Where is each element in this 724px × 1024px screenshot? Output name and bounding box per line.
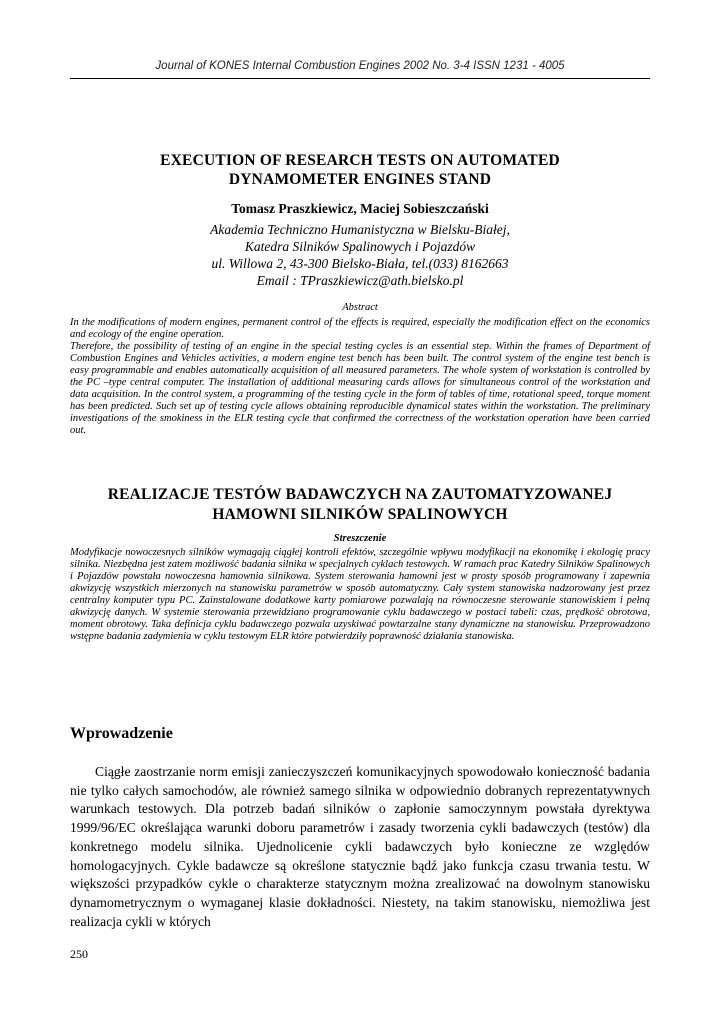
body-paragraph-1: Ciągłe zaostrzanie norm emisji zanieczyszczeń komunikacyjnych spowodowało konieczność badania nie tylko całych samochodów, ale również samego silnika w odpowiednio dobranych reprezentatywnych warunkach testowych. Dla potrzeb badań silników o zapłonie samoczynnym powstała dyrektywa 1999/96/EC określająca warunki doboru parametrów i zasady tworzenia cykli badawczych (testów) dla konkretnego modelu silnika. Ujednolicenie cykli badawczych było konieczne ze względów homologacyjnych. Cykle badawcze są określone statycznie bądź jako funkcja czasu trwania testu. W większości przypadków cykle o charakterze statycznym można zrealizować na dowolnym stanowisku dynamometrycznym o wymaganej klasie dokładności. Niestety, na takim stanowisku, niemożliwa jest realizacja cykli w których: [70, 764, 650, 929]
header-rule: [70, 78, 650, 79]
affiliation: [70, 221, 650, 289]
abstract-paragraph-2: Therefore, the possibility of testing of an engine in the special testing cycles is an essential step. Within the frames of Department of Combustion Engines and Vehicles activities, a modern engine test bench has been built. The control system of the engine test bench is easy programmable and enables automatically acquisition of all measured parameters. The whole system of workstation is controlled by the PC –type central computer. The installation of additional measuring cards allows for simultaneous control of the workstation and data acquisition. In the control system, a programming of the testing cycle in the form of tables of time, rotational speed, torque moment has been predicted. Such set up of testing cycle allows obtaining reproducible dynamical states within the workstation. The preliminary investigations of the smokiness in the ELR testing cycle that confirmed the correctness of the workstation operation have been carried out.: [70, 341, 650, 436]
title-pl-line-1: REALIZACJE TESTÓW BADAWCZYCH NA ZAUTOMATYZOWANEJ: [107, 486, 613, 503]
summary-body: [70, 547, 650, 643]
affiliation-line-1: Akademia Techniczno Humanistyczna w Bielsku-Białej,: [210, 222, 510, 237]
title-en-line-1: EXECUTION OF RESEARCH TESTS ON AUTOMATED: [160, 152, 560, 169]
affiliation-line-2: Katedra Silników Spalinowych i Pojazdów: [244, 239, 476, 254]
summary-paragraph: Modyfikacje nowoczesnych silników wymagają ciągłej kontroli efektów, szczególnie wpływu modyfikacji na ekonomikę i ekologię pracy silnika. Niezbędna jest zatem możliwość badania silnika w specjalnych cyklach testowych. W ramach prac Katedry Silników Spalinowych i Pojazdów powstała nowoczesna hamownia silnikowa. System sterowania hamowni jest w prosty sposób programowany i zapewnia akwizycję wszystkich mierzonych na stanowisku parametrów w sposób automatyczny. Cały system stanowiska nadzorowany jest przez centralny komputer typu PC. Zainstalowane dodatkowe karty pomiarowe pozwalają na równoczesne sterowanie stanowiskiem i pełną akwizycję danych. W systemie sterowania przewidziano programowanie cyklu badawczego w postaci tabeli: czas, prędkość obrotowa, moment obrotowy. Taka definicja cyklu badawczego pozwala uzyskiwać powtarzalne stany dynamiczne na stanowisku. Przeprowadzono wstępne badania zadymienia w cyklu testowym ELR które potwierdziły poprawność działania stanowiska.: [70, 547, 650, 642]
body-text: [70, 763, 650, 931]
abstract-paragraph-1: In the modifications of modern engines, permanent control of the effects is required, especially the modification effect on the economics and ecology of the engine operation.: [70, 317, 650, 340]
summary-heading: Streszczenie: [333, 533, 387, 544]
page-number: 250: [70, 947, 88, 961]
affiliation-line-3: ul. Willowa 2, 43-300 Bielsko-Biała, tel.(033) 8162663: [211, 256, 509, 271]
affiliation-email: Email : TPraszkiewicz@ath.bielsko.pl: [256, 273, 464, 288]
running-header: Journal of KONES Internal Combustion Engines 2002 No. 3-4 ISSN 1231 - 4005: [155, 60, 565, 72]
abstract-body: [70, 317, 650, 437]
title-pl-line-2: HAMOWNI SILNIKÓW SPALINOWYCH: [212, 506, 508, 523]
section-heading: Wprowadzenie: [70, 725, 173, 742]
authors: Tomasz Praszkiewicz, Maciej Sobieszczański: [231, 201, 489, 216]
abstract-heading: Abstract: [342, 302, 378, 313]
title-en-line-2: DYNAMOMETER ENGINES STAND: [228, 171, 492, 188]
